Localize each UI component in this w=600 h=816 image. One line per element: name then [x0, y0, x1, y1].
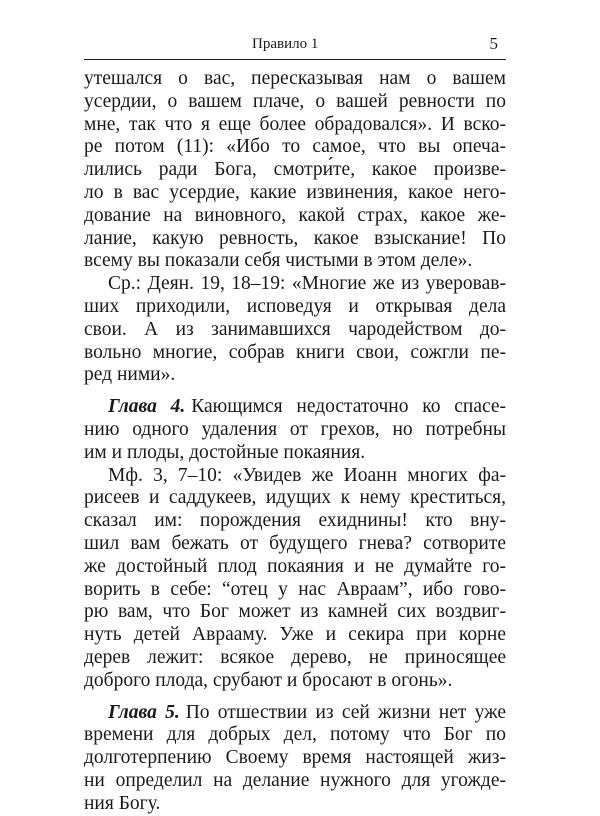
- chapter-5-text: По отшествии из сей жизни нет уже: [185, 701, 507, 723]
- text-line: лились ради Бога, смотри́те, какое произве-: [84, 159, 506, 181]
- text-line: доброго плода, срубают и бросают в огонь».: [84, 669, 453, 691]
- running-head: [84, 36, 506, 56]
- text-line: свои. А из занимавшихся чародейством до-: [84, 318, 506, 340]
- text-line: времени для добрых дел, потому что Бог по: [84, 724, 506, 746]
- chapter-5-label: Глава 5.: [108, 701, 180, 723]
- text-line: им и плоды, достойные покаяния.: [84, 441, 366, 463]
- chapter-4-text: Кающимся недостаточно ко спасе-: [191, 396, 507, 418]
- chapter-5: [84, 702, 506, 816]
- paragraph-gap: [84, 693, 506, 702]
- text-line: ло в вас усердие, какие извинения, какое него-: [84, 181, 506, 203]
- text-line: Мф. 3, 7–10: «Увидев же Иоанн многих фа-: [108, 464, 506, 486]
- text-line: мне, так что я еще более обрадовался». И вско-: [84, 113, 506, 135]
- chapter-4: [84, 396, 506, 464]
- text-line: же достойный плод покаяния и не думайте го-: [84, 555, 506, 577]
- text-line: вольно многие, собрав книги свои, сожгли пе-: [84, 341, 506, 363]
- text-line: лание, какую ревность, какое взыскание! По: [84, 227, 506, 249]
- chapter-5-first-line: [84, 702, 506, 725]
- text-line: долготерпению Своему время настоящей жиз-: [84, 747, 506, 769]
- text-line: рю вам, что Бог может из камней сих воздвиг-: [84, 601, 506, 623]
- chapter-4-first-line: [84, 396, 506, 419]
- header-rule: [84, 59, 506, 60]
- paragraph-continuation: [84, 68, 506, 273]
- paragraph-reference-acts: [84, 273, 506, 387]
- text-line: ре потом (11): «Ибо то самое, что вы опеча-: [84, 136, 506, 158]
- text-line: нию одного удаления от грехов, но потребны: [84, 418, 506, 440]
- text-line: рисеев и саддукеев, идущих к нему креститься,: [84, 487, 506, 509]
- text-line: шил вам бежать от будущего гнева? сотворите: [84, 532, 506, 554]
- text-line: всему вы показали себя чистыми в этом деле».: [84, 250, 473, 272]
- text-line: ворить в себе: “отец у нас Авраам”, ибо гово-: [84, 578, 506, 600]
- page-body: [84, 68, 506, 816]
- page-number: 5: [489, 34, 498, 53]
- text-line: сказал им: порождения ехиднины! кто вну-: [84, 510, 506, 532]
- text-line: дерев лежит: всякое дерево, не приносящее: [84, 646, 506, 668]
- paragraph-gap: [84, 387, 506, 396]
- running-title: Правило 1: [252, 36, 319, 52]
- text-line: усердии, о вашем плаче, о вашей ревности по: [84, 90, 506, 112]
- text-line: ния Богу.: [84, 792, 161, 814]
- text-line: ни определил на делание нужного для угожде-: [84, 769, 506, 791]
- text-line: дование на виновного, какой страх, какое же-: [84, 204, 506, 226]
- text-line: Ср.: Деян. 19, 18–19: «Многие же из уверовав-: [108, 273, 506, 295]
- paragraph-reference-matthew: [84, 465, 506, 693]
- text-line: нуть детей Аврааму. Уже и секира при корне: [84, 624, 506, 646]
- text-line: ших приходили, исповедуя и открывая дела: [84, 295, 506, 317]
- text-line: ред ними».: [84, 364, 176, 386]
- chapter-4-label: Глава 4.: [108, 396, 186, 418]
- text-line: утешался о вас, пересказывая нам о вашем: [84, 68, 506, 89]
